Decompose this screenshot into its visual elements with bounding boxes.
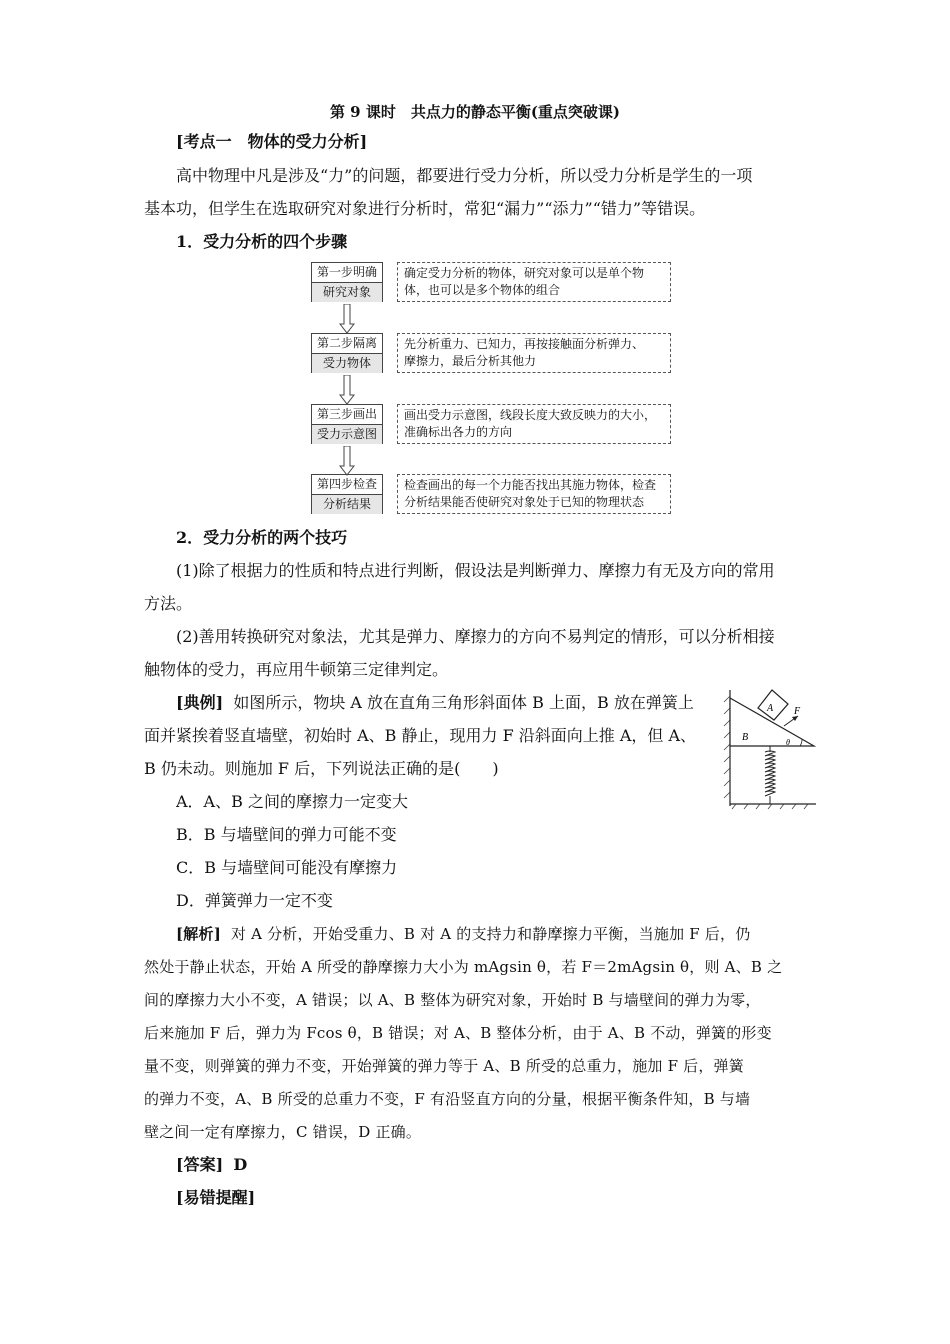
section-heading: [考点一 物体的受力分析]	[176, 132, 368, 151]
step-4-box	[311, 474, 383, 514]
label-a: A	[767, 703, 774, 714]
heading-four-steps: 1．受力分析的四个步骤	[176, 232, 348, 251]
solution-line-5: 量不变，则弹簧的弹力不变，开始弹簧的弹力等于 A、B 所受的总重力，施加 F 后，弹簧	[144, 1057, 744, 1075]
intro-line-1: 高中物理中凡是涉及“力”的问题，都要进行受力分析，所以受力分析是学生的一项	[176, 166, 753, 185]
label-f: F	[794, 706, 801, 717]
label-theta: θ	[786, 738, 790, 747]
label-b: B	[742, 732, 749, 743]
intro-line-2: 基本功，但学生在选取研究对象进行分析时，常犯“漏力”“添力”“错力”等错误。	[144, 199, 706, 218]
solution-line-6: 的弹力不变，A、B 所受的总重力不变，F 有沿竖直方向的分量，根据平衡条件知，B 与墙	[144, 1090, 751, 1108]
down-arrow-icon	[339, 375, 355, 405]
step-1-subtitle: 研究对象	[312, 283, 382, 302]
step-2-desc-line-2: 摩擦力，最后分析其他力	[404, 354, 537, 368]
step-2-subtitle: 受力物体	[312, 354, 382, 373]
step-4-desc-line-1: 检查画出的每一个力能否找出其施力物体，检查	[404, 478, 657, 492]
step-1-box	[311, 262, 383, 302]
tip-1-line-1: (1)除了根据力的性质和特点进行判断，假设法是判断弹力、摩擦力有无及方向的常用	[176, 561, 775, 580]
solution-line-2: 然处于静止状态，开始 A 所受的静摩擦力大小为 mAgsin θ，若 F＝2mAgsin θ，则 A、B 之	[144, 958, 783, 976]
heading-two-tips: 2．受力分析的两个技巧	[176, 528, 348, 547]
solution-line-1	[176, 924, 810, 944]
step-3-desc-line-2: 准确标出各力的方向	[404, 425, 513, 439]
option-b: B．B 与墙壁间的弹力可能不变	[176, 825, 397, 844]
step-2-title: 第二步隔离	[312, 334, 382, 354]
step-3-desc-line-1: 画出受力示意图，线段长度大致反映力的大小，	[404, 408, 657, 422]
down-arrow-icon	[339, 304, 355, 334]
example-line-2: 面并紧挨着竖直墙壁，初始时 A、B 静止，现用力 F 沿斜面向上推 A，但 A、	[144, 726, 697, 745]
option-a: A．A、B 之间的摩擦力一定变大	[176, 792, 408, 811]
option-d: D．弹簧弹力一定不变	[176, 891, 333, 910]
down-arrow-icon	[339, 446, 355, 476]
example-line-1	[176, 693, 716, 713]
step-3-box	[311, 404, 383, 444]
solution-line-3: 间的摩擦力大小不变，A 错误；以 A、B 整体为研究对象，开始时 B 与墙壁间的弹力为零，	[144, 991, 761, 1009]
step-2-desc-line-1: 先分析重力、已知力，再按接触面分析弹力、	[404, 337, 645, 351]
answer-line	[176, 1155, 810, 1175]
step-3-subtitle: 受力示意图	[312, 425, 382, 444]
step-1-description	[397, 262, 671, 302]
step-4-desc-line-2: 分析结果能否使研究对象处于已知的物理状态	[404, 495, 645, 509]
step-1-desc-line-2: 体，也可以是多个物体的组合	[404, 283, 561, 297]
tip-2-line-2: 触物体的受力，再应用牛顿第三定律判定。	[144, 660, 449, 679]
reminder-heading: [易错提醒]	[176, 1188, 256, 1207]
tip-1-line-2: 方法。	[144, 594, 193, 613]
example-text-1: 如图所示，物块 A 放在直角三角形斜面体 B 上面，B 放在弹簧上	[233, 693, 694, 712]
solution-line-4: 后来施加 F 后，弹力为 Fcos θ，B 错误；对 A、B 整体分析，由于 A、B 不动，弹簧的形变	[144, 1024, 772, 1042]
solution-line-7: 壁之间一定有摩擦力，C 错误，D 正确。	[144, 1123, 422, 1141]
step-4-description	[397, 474, 671, 514]
tip-2-line-1: (2)善用转换研究对象法，尤其是弹力、摩擦力的方向不易判定的情形，可以分析相接	[176, 627, 775, 646]
solution-label: [解析]	[176, 925, 221, 943]
example-line-3: B 仍未动。则施加 F 后，下列说法正确的是( )	[144, 759, 499, 778]
flowchart	[311, 262, 675, 516]
step-3-title: 第三步画出	[312, 405, 382, 425]
step-1-desc-line-1: 确定受力分析的物体，研究对象可以是单个物	[404, 266, 645, 280]
step-2-box	[311, 333, 383, 373]
step-1-title: 第一步明确	[312, 263, 382, 283]
option-c: C．B 与墙壁间可能没有摩擦力	[176, 858, 398, 877]
answer-value: D	[233, 1155, 248, 1174]
answer-label: [答案]	[176, 1155, 224, 1174]
step-3-description	[397, 404, 671, 444]
step-2-description	[397, 333, 671, 373]
example-label: [典例]	[176, 693, 224, 712]
page-title: 第 9 课时 共点力的静态平衡(重点突破课)	[329, 103, 621, 121]
step-4-title: 第四步检查	[312, 475, 382, 495]
step-4-subtitle: 分析结果	[312, 495, 382, 514]
solution-text-1: 对 A 分析，开始受重力、B 对 A 的支持力和静摩擦力平衡，当施加 F 后，仍	[230, 925, 751, 943]
